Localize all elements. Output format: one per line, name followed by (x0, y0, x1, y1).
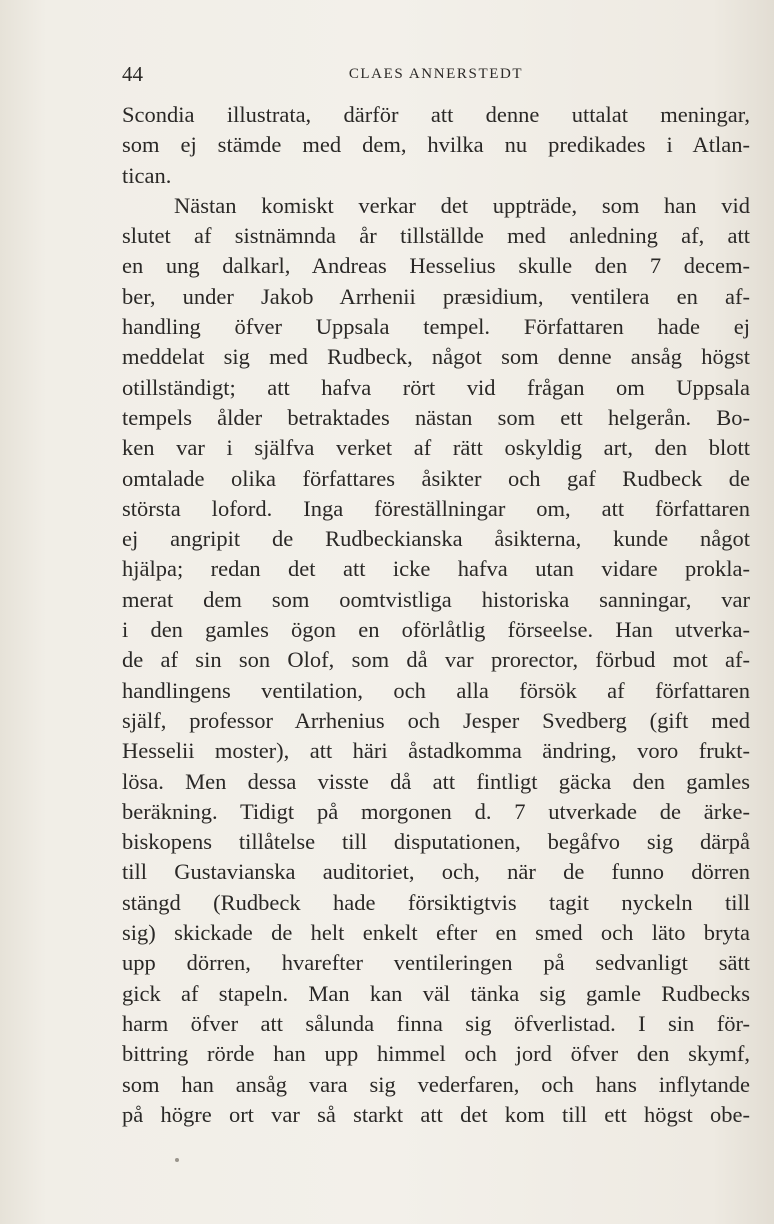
text-line: på högre ort var så starkt att det kom till ett högst obe- (122, 1101, 750, 1127)
text-line: beräkning. Tidigt på morgonen d. 7 utverkade de ärke- (122, 798, 750, 824)
text-line: som han ansåg vara sig vederfaren, och hans inflytande (122, 1071, 750, 1097)
text-line: meddelat sig med Rudbeck, något som denne ansåg högst (122, 344, 750, 370)
text-line: biskopens tillåtelse till disputationen, begåfvo sig därpå (122, 829, 750, 855)
text-line: slutet af sistnämnda år tillställde med anledning af, att (122, 223, 750, 249)
page-header (122, 62, 750, 92)
text-line: otillständigt; att hafva rört vid frågan om Uppsala (122, 374, 750, 400)
text-line: handlingens ventilation, och alla försök af författaren (122, 677, 750, 703)
text-line: tican. (122, 162, 172, 188)
text-line: omtalade olika författares åsikter och gaf Rudbeck de (122, 465, 750, 491)
text-line: stängd (Rudbeck hade försiktigtvis tagit nyckeln till (122, 889, 750, 915)
ink-speck (175, 1158, 179, 1162)
text-line: lösa. Men dessa visste då att fintligt gäcka den gamles (122, 768, 750, 794)
text-line: gick af stapeln. Man kan väl tänka sig gamle Rudbecks (122, 980, 750, 1006)
text-line: till Gustavianska auditoriet, och, när de funno dörren (122, 859, 750, 885)
text-line: som ej stämde med dem, hvilka nu predikades i Atlan- (122, 132, 750, 158)
text-line: en ung dalkarl, Andreas Hesselius skulle den 7 decem- (122, 253, 750, 279)
text-line: sig) skickade de helt enkelt efter en smed och läto bryta (122, 920, 750, 946)
text-line: upp dörren, hvarefter ventileringen på sedvanligt sätt (122, 950, 750, 976)
text-line: ej angripit de Rudbeckianska åsikterna, kunde något (122, 526, 750, 552)
text-line: hjälpa; redan det att icke hafva utan vidare prokla- (122, 556, 750, 582)
text-line: största loford. Inga föreställningar om, att författaren (122, 495, 750, 521)
text-line: de af sin son Olof, som då var prorector, förbud mot af- (122, 647, 750, 673)
text-line: i den gamles ögon en oförlåtlig förseelse. Han utverka- (122, 617, 750, 643)
text-line: ber, under Jakob Arrhenii præsidium, ventilera en af- (122, 283, 750, 309)
text-line: ken var i själfva verket af rätt oskyldig art, den blott (122, 435, 750, 461)
text-line: bittring rörde han upp himmel och jord öfver den skymf, (122, 1041, 750, 1067)
text-line: Scondia illustrata, därför att denne uttalat meningar, (122, 102, 750, 127)
text-line: merat dem som oomtvistliga historiska sanningar, var (122, 586, 750, 612)
text-line: själf, professor Arrhenius och Jesper Svedberg (gift med (122, 707, 750, 733)
text-line: handling öfver Uppsala tempel. Författaren hade ej (122, 314, 750, 340)
text-line: Nästan komiskt verkar det uppträde, som han vid (174, 192, 750, 218)
text-line: tempels ålder betraktades nästan som ett helgerån. Bo- (122, 404, 750, 430)
running-head: CLAES ANNERSTEDT (348, 66, 524, 82)
body-text (122, 100, 750, 1130)
page-number: 44 (122, 62, 143, 86)
text-line: harm öfver att sålunda finna sig öfverlistad. I sin för- (122, 1010, 750, 1036)
text-line: Hesselii moster), att häri åstadkomma ändring, voro frukt- (122, 738, 750, 764)
